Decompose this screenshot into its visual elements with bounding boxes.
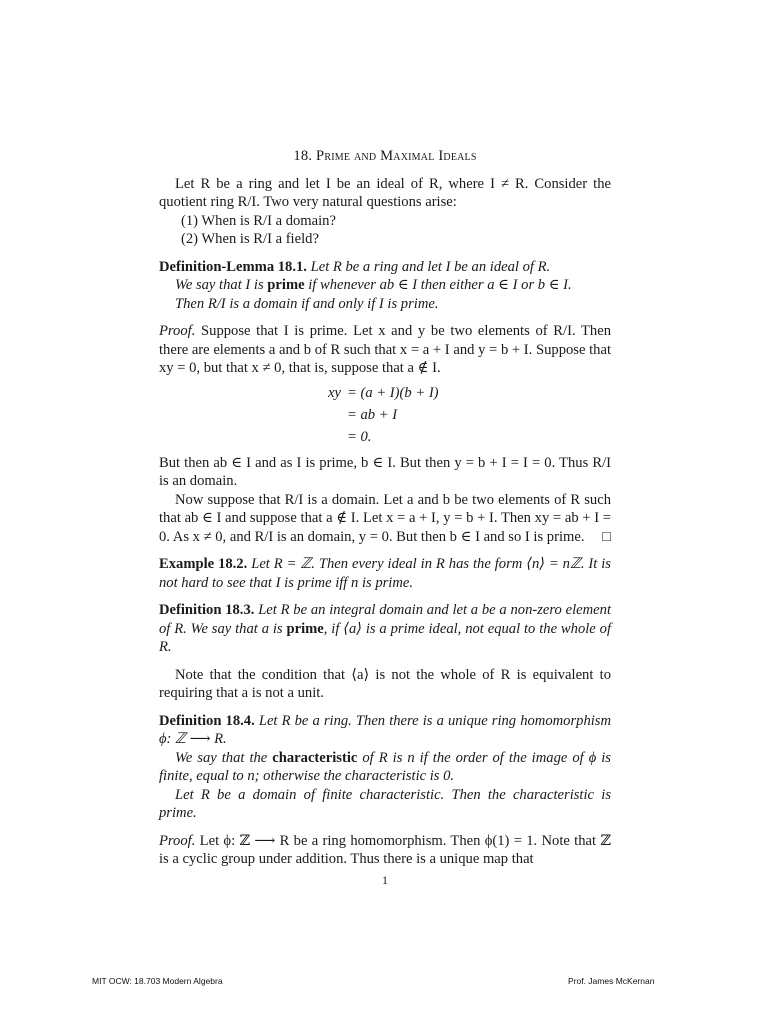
proof-label: Proof.	[159, 832, 196, 849]
question-1: (1) When is R/I a domain?	[181, 212, 336, 229]
example-label: Example 18.2.	[159, 556, 248, 572]
definition-18-4	[159, 712, 611, 823]
def-lemma-label: Definition-Lemma 18.1.	[159, 258, 307, 275]
footer-course: MIT OCW: 18.703 Modern Algebra	[92, 976, 223, 986]
def-18-3-pre: Let R be an integral domain and let a be a non-zero element of R. We say that a is	[159, 602, 611, 637]
equation-row	[321, 404, 611, 426]
proof-18-1	[159, 322, 611, 546]
def-lemma-intro: Let R be a ring and let I be an ideal of R.	[310, 258, 551, 275]
def-18-3-post: , if ⟨a⟩ is a prime ideal, not equal to the whole of R.	[159, 620, 611, 655]
def-lemma-claim: Then R/I is a domain if and only if I is prime.	[175, 295, 439, 312]
paper-page	[159, 143, 611, 889]
proof-p3-text: Now suppose that R/I is a domain. Let a and b be two elements of R such that ab ∈ I and suppose that a ∉ I. Let x = a + I, y = b + I. Then xy = ab + I = 0. As x ≠ 0, and R/I is an domain, y = 0. But then b ∈ I and so I is prime.	[159, 491, 611, 545]
note-paragraph	[159, 666, 611, 703]
page-number: 1	[382, 872, 388, 887]
intro-paragraph: Let R be a ring and let I be an ideal of R, where I ≠ R. Consider the quotient ring R/I. Two very natural questions arise:	[159, 175, 611, 210]
def-18-4-claim: Let R be a domain of finite characteristic. Then the characteristic is prime.	[159, 786, 611, 821]
term-prime-element: prime	[286, 620, 324, 637]
eq-rhs: = ab + I	[347, 406, 398, 423]
equation-row	[321, 382, 611, 404]
eq-lhs	[321, 404, 341, 426]
section-title: 18. Prime and Maximal Ideals	[293, 148, 477, 164]
definition-18-3	[159, 601, 611, 657]
eq-lhs: xy	[328, 384, 341, 401]
equation-row	[321, 426, 611, 448]
def-18-3-label: Definition 18.3.	[159, 602, 255, 618]
question-2: (2) When is R/I a field?	[181, 231, 319, 247]
eq-rhs: = 0.	[347, 428, 372, 445]
example-text: Let R = ℤ. Then every ideal in R has the form ⟨n⟩ = nℤ. It is not hard to see that I is prime iff n is prime.	[159, 556, 611, 591]
proof-p2: But then ab ∈ I and as I is prime, b ∈ I. But then y = b + I = I = 0. Thus R/I is an domain.	[159, 454, 611, 489]
equation-array	[159, 382, 611, 448]
term-characteristic: characteristic	[272, 749, 358, 766]
proof-p3	[159, 491, 611, 547]
eq-lhs	[321, 426, 341, 448]
proof-label: Proof.	[159, 323, 196, 339]
def-18-4-post: of R is n if the order of the image of ϕ is finite, equal to n; otherwise the characteristic is 0.	[159, 749, 611, 784]
qed-symbol: □	[602, 528, 611, 545]
definition-lemma-18-1	[159, 258, 611, 314]
def-18-4-statement	[159, 749, 611, 786]
note-text: Note that the condition that ⟨a⟩ is not the whole of R is equivalent to requiring that a is not a unit.	[159, 666, 611, 701]
example-18-2	[159, 555, 611, 592]
footer-author: Prof. James McKernan	[568, 976, 655, 986]
proof-2-text: Let ϕ: ℤ ⟶ R be a ring homomorphism. Then ϕ(1) = 1. Note that ℤ is a cyclic group under addition. Thus there is a unique map that	[159, 832, 611, 867]
def-lemma-statement	[159, 276, 611, 295]
def-18-4-pre: We say that the	[175, 749, 268, 766]
term-prime: prime	[267, 277, 305, 293]
proof-p1: Suppose that I is prime. Let x and y be two elements of R/I. Then there are elements a and b of R such that x = a + I and y = b + I. Suppose that xy = 0, but that x ≠ 0, that is, suppose that a ∉ I.	[159, 323, 611, 376]
proof-18-4	[159, 832, 611, 869]
def-18-4-label: Definition 18.4.	[159, 712, 255, 729]
def-18-4-intro: Let R be a ring. Then there is a unique ring homomorphism ϕ: ℤ ⟶ R.	[159, 712, 612, 747]
eq-rhs: = (a + I)(b + I)	[347, 384, 439, 401]
def-lemma-pre: We say that I is	[175, 277, 264, 293]
def-lemma-post: if whenever ab ∈ I then either a ∈ I or b ∈ I.	[308, 277, 572, 293]
